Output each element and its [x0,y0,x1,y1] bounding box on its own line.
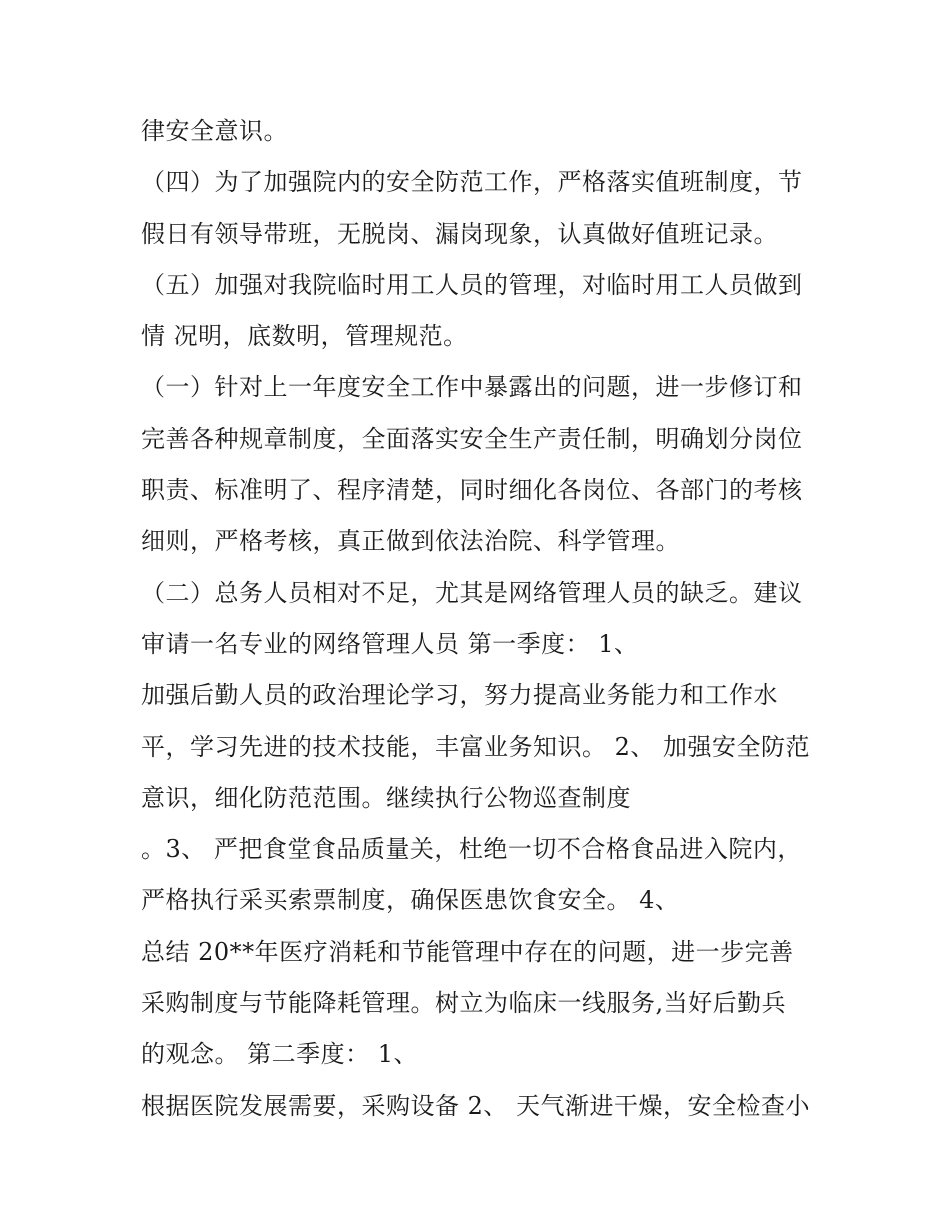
text-line-5: 情 况明，底数明，管理规范。 [141,322,468,351]
text-line-19: 的观念。 第二季度： 1、 [141,1040,419,1069]
text-line-8: 职责、标准明了、程序清楚，同时细化各岗位、各部门的考核 [141,476,803,505]
text-line-2: （四）为了加强院内的安全防范工作，严格落实值班制度，节 [141,168,803,197]
text-line-4: （五）加强对我院临时用工人员的管理，对临时用工人员做到 [141,270,803,299]
text-line-20: 根据医院发展需要，采购设备 2、 天气渐进干燥，安全检查小 [141,1091,811,1120]
text-line-12: 加强后勤人员的政治理论学习，努力提高业务能力和工作水 [141,681,778,710]
text-line-7: 完善各种规章制度，全面落实安全生产责任制，明确划分岗位 [141,424,803,453]
text-line-1: 律安全意识。 [141,117,288,145]
text-line-17: 总结 20**年医疗消耗和节能管理中存在的问题，进一步完善 [141,937,794,966]
text-line-9: 细则，严格考核，真正做到依法治院、科学管理。 [141,527,680,556]
text-line-10: （二）总务人员相对不足，尤其是网络管理人员的缺乏。建议 [141,578,803,607]
text-line-3: 假日有领导带班，无脱岗、漏岗现象，认真做好值班记录。 [141,219,778,248]
text-line-14: 意识，细化防范范围。继续执行公物巡查制度 [141,783,631,812]
text-line-18: 采购制度与节能降耗管理。树立为临床一线服务,当好后勤兵 [141,989,787,1018]
text-line-11: 审请一名专业的网络管理人员 第一季度： 1、 [141,629,639,658]
text-line-15: 。3、 严把食堂食品质量关，杜绝一切不合格食品进入院内， [141,835,802,864]
text-line-13: 平，学习先进的技术技能，丰富业务知识。 2、 加强安全防范 [141,732,811,761]
document-body [141,106,831,1132]
text-line-16: 严格执行采买索票制度，确保医患饮食安全。 4、 [141,886,680,915]
text-line-6: （一）针对上一年度安全工作中暴露出的问题，进一步修订和 [141,373,803,402]
